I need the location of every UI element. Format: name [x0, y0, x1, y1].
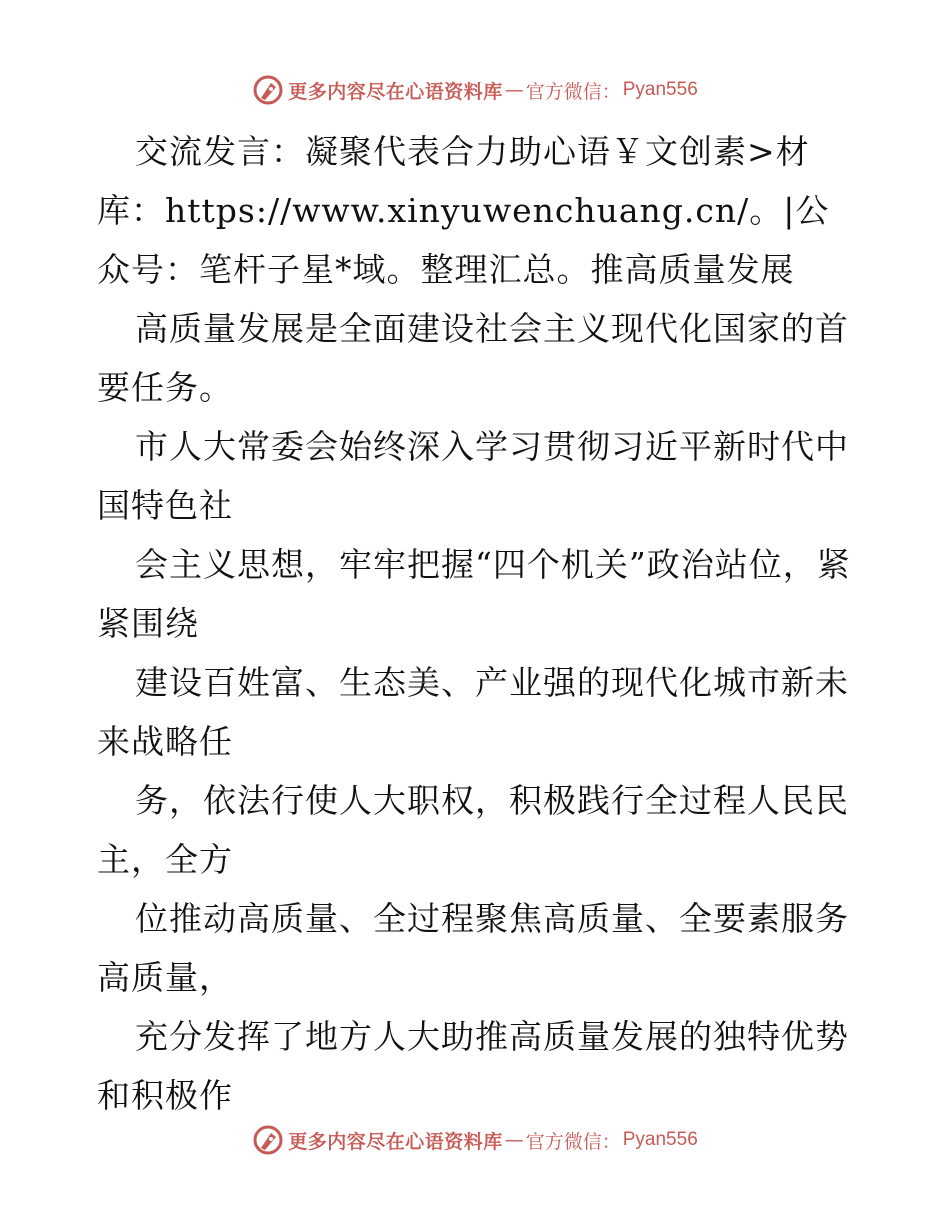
paragraph-intro: 交流发言：凝聚代表合力助心语￥文创素>材库：https://www.xinyuwenchuang.cn/。|公众号：笔杆子星*域。整理汇总。推高质量发展	[97, 132, 830, 289]
document-body	[97, 122, 857, 1125]
paragraph-1: 高质量发展是全面建设社会主义现代化国家的首要任务。	[97, 309, 849, 407]
pen-nib-icon	[252, 1124, 284, 1156]
banner-title: 更多内容尽在心语资料库	[288, 80, 503, 103]
banner-wechat-label: 官方微信：	[525, 80, 621, 103]
banner-title: 更多内容尽在心语资料库	[288, 1130, 503, 1153]
paragraph-6: 位推动高质量、全过程聚焦高质量、全要素服务高质量，	[97, 899, 849, 997]
paragraph-2: 市人大常委会始终深入学习贯彻习近平新时代中国特色社	[97, 427, 849, 525]
banner-wechat-id: Pyan556	[622, 79, 698, 100]
pen-nib-icon	[252, 74, 284, 106]
banner-separator: —	[504, 79, 524, 101]
footer-banner	[0, 1122, 950, 1158]
paragraph-3: 会主义思想，牢牢把握“四个机关”政治站位，紧紧围绕	[97, 545, 851, 643]
paragraph-4: 建设百姓富、生态美、产业强的现代化城市新未来战略任	[97, 663, 849, 761]
banner-wechat-label: 官方微信：	[525, 1130, 621, 1153]
paragraph-7: 充分发挥了地方人大助推高质量发展的独特优势和积极作	[97, 1017, 849, 1115]
paragraph-5: 务，依法行使人大职权，积极践行全过程人民民主，全方	[97, 781, 849, 879]
header-banner	[0, 72, 950, 108]
banner-wechat-id: Pyan556	[622, 1129, 698, 1150]
banner-separator: —	[504, 1129, 524, 1151]
